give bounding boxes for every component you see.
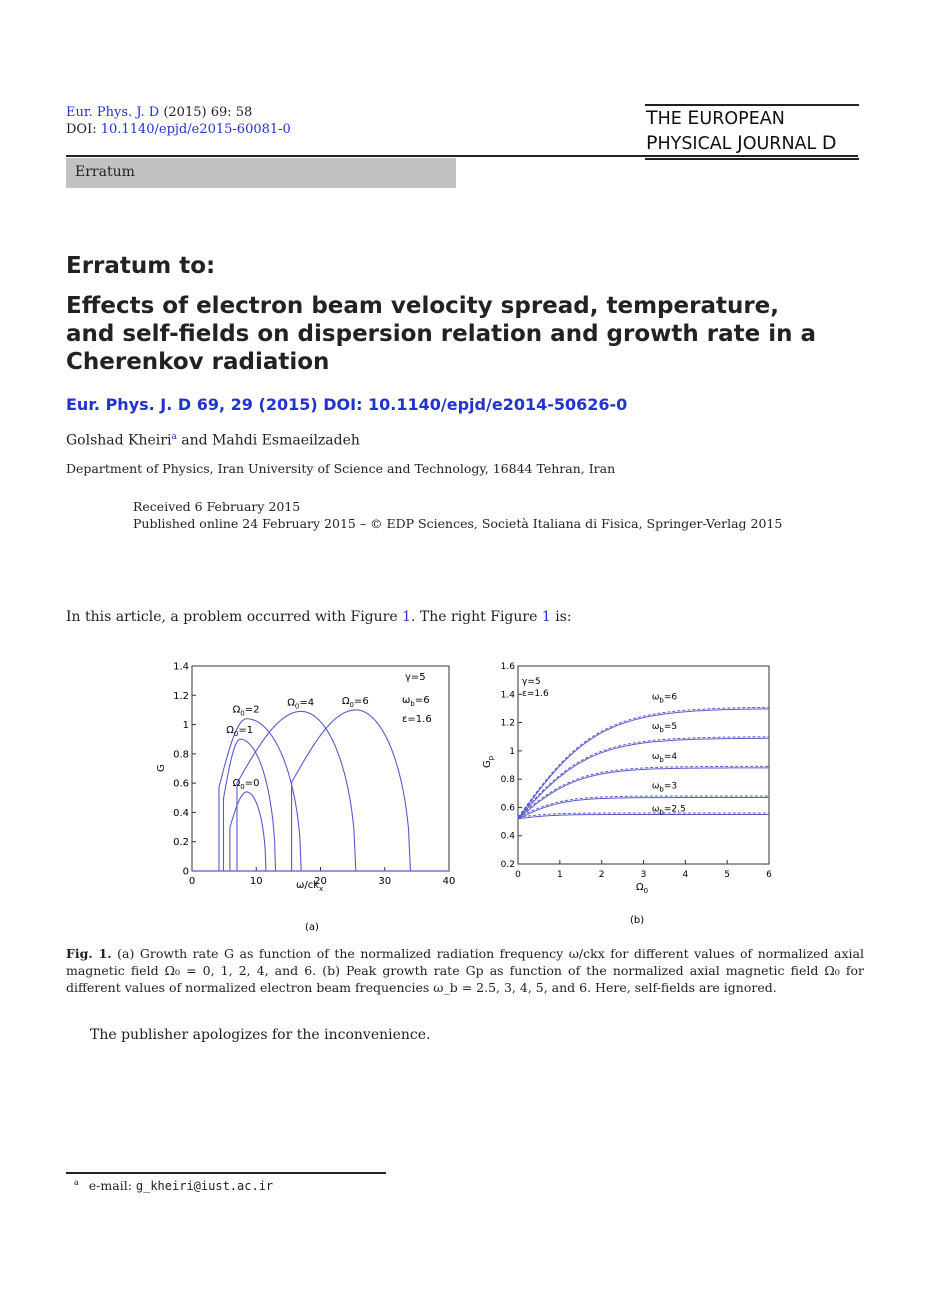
title-prefix: Erratum to: <box>66 253 216 279</box>
author-1: Golshad Kheiri <box>66 432 172 449</box>
authors: Golshad Kheiri$^a$ and Mahdi Esmaeilzadeh <box>66 432 360 449</box>
series-label-ωb=5: $\omega_b=5$ <box>651 722 678 735</box>
doi-label: DOI: <box>66 122 97 137</box>
section-label: Erratum <box>75 164 135 180</box>
y-tick-label: 0.8 <box>500 775 515 786</box>
annotation-omega-b-a: $\omega_b=6$ <box>402 695 430 708</box>
series-label-ωb=6: $\omega_b=6$ <box>651 692 678 705</box>
y-tick-label: 0.4 <box>500 831 515 842</box>
y-tick-label: 0.2 <box>173 837 189 849</box>
apology-text: The publisher apologizes for the inconvenience. <box>90 1027 431 1043</box>
x-tick-label: 10 <box>249 876 263 887</box>
series-line-ωb=4 <box>518 768 769 819</box>
series-label-Ω0=1: $\Omega_0=1$ <box>226 725 254 739</box>
x-tick-label: 6 <box>766 870 772 880</box>
figure-caption <box>66 945 864 996</box>
series-line-dashed-ωb=6 <box>518 707 769 817</box>
plot-frame-b <box>518 666 769 864</box>
footnote-rule <box>66 1172 386 1174</box>
series-label-ωb=4: $\omega_b=4$ <box>651 751 678 764</box>
y-axis-label-a: G <box>156 764 167 772</box>
published-date: Published online 24 February 2015 – © EDP Sciences, Società Italiana di Fisica, Springer-Verlag 2015 <box>133 516 783 531</box>
series-line-ωb=5 <box>518 738 769 818</box>
x-tick-label: 5 <box>724 870 731 880</box>
y-tick-label: 1.6 <box>500 662 515 672</box>
x-tick-label: 3 <box>640 870 647 880</box>
header-rule <box>66 155 858 157</box>
figure-1 <box>150 650 790 940</box>
received-date: Received 6 February 2015 <box>133 499 301 514</box>
annotation-gamma-b: γ=5 <box>522 677 541 687</box>
x-axis-label-b: $\Omega_0$ <box>636 882 649 895</box>
y-tick-label: 1.4 <box>500 690 515 701</box>
y-tick-label: 0.6 <box>500 803 515 814</box>
x-tick-label: 20 <box>314 876 327 887</box>
series-label-Ω0=6: $\Omega_0=6$ <box>341 695 369 709</box>
x-tick-label: 30 <box>378 876 392 887</box>
footnote: $^a$ e-mail: g_kheiri@iust.ac.ir <box>74 1178 274 1194</box>
panel-label-b: (b) <box>630 915 645 926</box>
series-line-Ω0=2 <box>219 719 301 871</box>
series-label-Ω0=2: $\Omega_0=2$ <box>232 704 260 718</box>
y-tick-label: 0 <box>182 866 189 878</box>
y-tick-label: 1 <box>182 720 189 732</box>
annotation-epsilon-b: ε=1.6 <box>522 689 549 699</box>
x-tick-label: 0 <box>188 876 196 887</box>
email-link[interactable]: g_kheiri@iust.ac.ir <box>135 1179 274 1194</box>
y-tick-label: 0.8 <box>173 749 189 761</box>
series-line-Ω0=0 <box>230 792 266 871</box>
y-tick-label: 1.2 <box>500 718 515 729</box>
series-label-ωb=2.5: $\omega_b=2.5$ <box>651 804 686 817</box>
y-tick-label: 0.4 <box>173 807 189 819</box>
publication-dates <box>133 498 782 532</box>
series-label-Ω0=0: $\Omega_0=0$ <box>232 777 260 791</box>
series-line-dashed-ωb=5 <box>518 737 769 817</box>
annotation-gamma-a: γ=5 <box>405 672 426 683</box>
x-tick-label: 4 <box>682 870 689 880</box>
affiliation: Department of Physics, Iran University of Science and Technology, 16844 Tehran, Iran <box>66 461 616 476</box>
doi-link[interactable]: 10.1140/epjd/e2015-60081-0 <box>100 122 291 137</box>
original-citation-link[interactable]: Eur. Phys. J. D 69, 29 (2015) DOI: 10.1140/epjd/e2014-50626-0 <box>66 395 628 414</box>
y-tick-label: 1.4 <box>173 661 189 673</box>
series-line-Ω0=6 <box>292 710 411 871</box>
y-tick-label: 0.6 <box>173 778 189 790</box>
caption-text: (a) Growth rate G as function of the normalized radiation frequency ω/ckx for different values of normalized axial magnetic field Ω₀ = 0, 1, 2, 4, and 6. (b) Peak growth rate Gp as function of the normalized axial magnetic field Ω₀ for different values of normalized electron beam frequencies ω_b = 2.5, 3, 4, 5, and 6. Here, self-fields are ignored. <box>66 946 864 995</box>
volume-info: (2015) 69: 58 <box>163 105 253 120</box>
footnote-mark[interactable]: a <box>171 432 177 442</box>
annotation-epsilon-a: ε=1.6 <box>402 714 432 725</box>
chart-panel-a <box>156 662 455 934</box>
figure-ref-link[interactable]: 1 <box>402 609 412 625</box>
y-axis-label-b: $G_p$ <box>482 755 495 768</box>
x-axis-label-a: $\omega/ck_x$ <box>296 880 324 893</box>
y-tick-label: 0.2 <box>500 860 515 870</box>
x-tick-label: 1 <box>556 870 563 880</box>
article-title: Effects of electron beam velocity spread, temperature, and self-fields on dispersion relation and growth rate in a Cherenkov radiation <box>66 293 817 375</box>
author-2: Mahdi Esmaeilzadeh <box>212 432 360 449</box>
y-tick-label: 1 <box>509 746 515 757</box>
x-tick-label: 2 <box>598 870 605 880</box>
series-line-ωb=2.5 <box>518 815 769 819</box>
intro-paragraph: In this article, a problem occurred with Figure 1. The right Figure 1 is: <box>66 609 572 625</box>
panel-label-a: (a) <box>305 922 319 933</box>
series-line-dashed-ωb=4 <box>518 766 769 817</box>
journal-name: THE EUROPEAN PHYSICAL JOURNAL D <box>645 104 859 160</box>
plot-frame-a <box>192 666 449 871</box>
chart-panel-b <box>482 662 772 926</box>
journal-link[interactable]: Eur. Phys. J. D <box>66 105 160 120</box>
journal-reference <box>66 104 291 138</box>
caption-label: Fig. 1. <box>66 946 112 961</box>
series-label-ωb=3: $\omega_b=3$ <box>651 781 678 794</box>
series-label-Ω0=4: $\Omega_0=4$ <box>287 697 315 711</box>
y-tick-label: 1.2 <box>173 690 189 702</box>
x-tick-label: 40 <box>442 876 456 887</box>
series-line-Ω0=4 <box>237 711 356 871</box>
section-label-bar <box>66 158 456 188</box>
x-tick-label: 0 <box>515 870 521 880</box>
series-line-Ω0=1 <box>223 739 275 871</box>
figure-ref-link[interactable]: 1 <box>541 609 551 625</box>
footnote-marker: a <box>74 1178 79 1187</box>
